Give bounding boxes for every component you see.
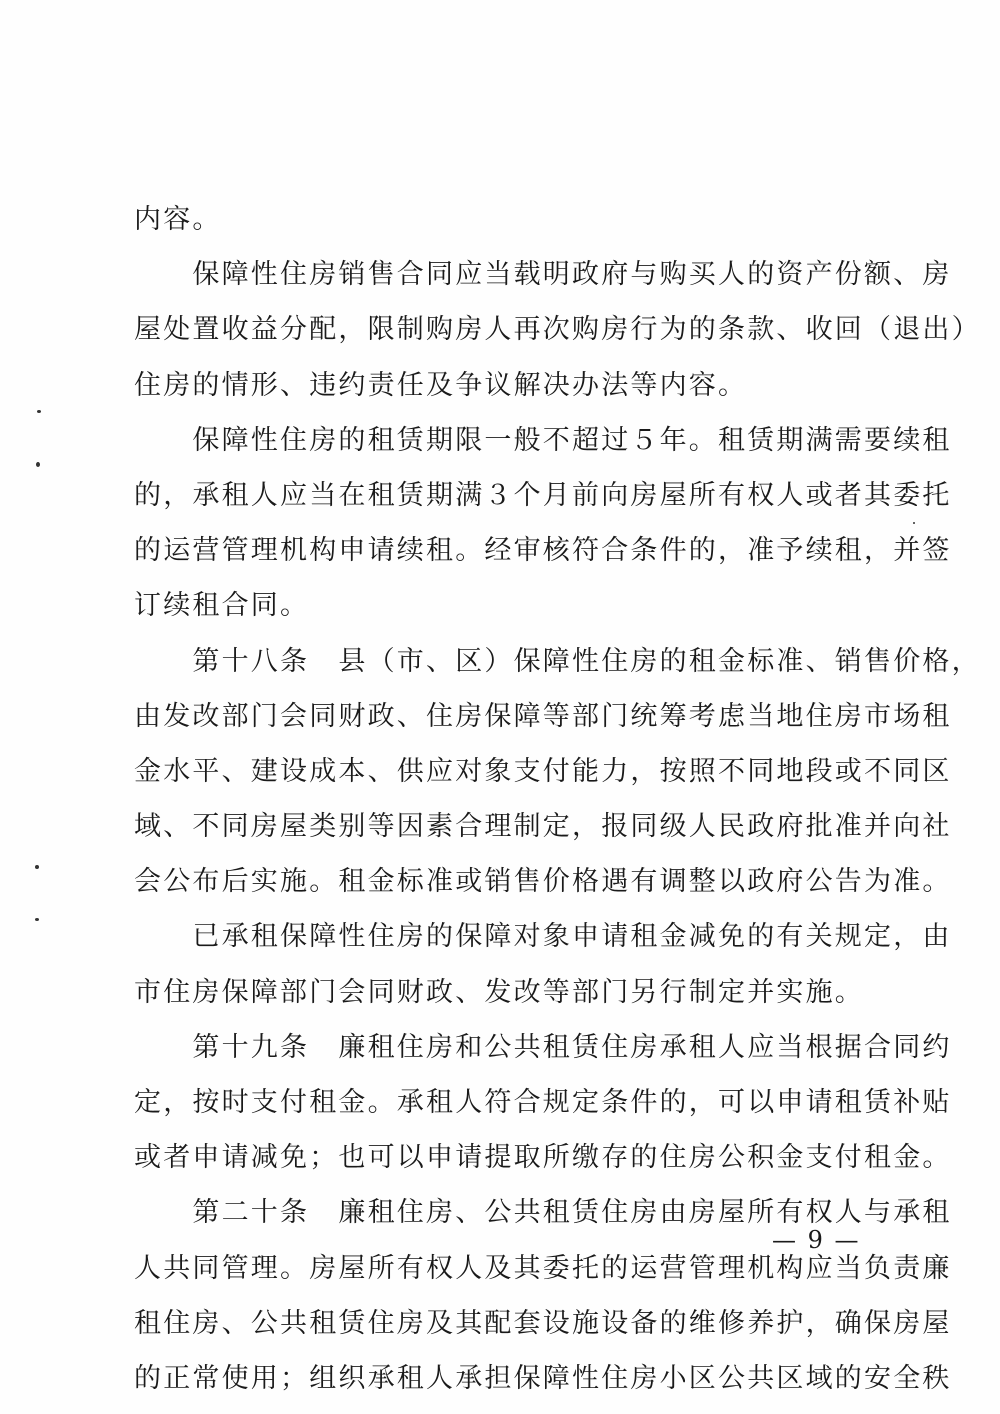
text-line: 订续租合同。 bbox=[134, 590, 310, 622]
scan-speck bbox=[35, 918, 39, 921]
text-line: 人共同管理。房屋所有权人及其委托的运营管理机构应当负责廉 bbox=[134, 1252, 952, 1284]
page-number: — 9 — bbox=[772, 1226, 861, 1254]
body-text bbox=[134, 192, 981, 1406]
scan-speck bbox=[36, 462, 40, 467]
text-line: 的运营管理机构申请续租。经审核符合条件的，准予续租，并签 bbox=[134, 535, 952, 567]
text-line: 内容。 bbox=[134, 204, 222, 235]
text-line: 住房的情形、违约责任及争议解决办法等内容。 bbox=[134, 369, 748, 401]
text-line: 会公布后实施。租金标准或销售价格遇有调整以政府公告为准。 bbox=[134, 866, 952, 898]
text-line: 的，承租人应当在租赁期满３个月前向房屋所有权人或者其委托 bbox=[134, 479, 952, 511]
text-line: 由发改部门会同财政、住房保障等部门统筹考虑当地住房市场租 bbox=[134, 700, 952, 732]
scan-speck bbox=[37, 410, 41, 413]
text-line: 或者申请减免；也可以申请提取所缴存的住房公积金支付租金。 bbox=[134, 1142, 952, 1174]
text-line: 租住房、公共租赁住房及其配套设施设备的维修养护，确保房屋 bbox=[134, 1307, 952, 1339]
text-line: 市住房保障部门会同财政、发改等部门另行制定并实施。 bbox=[134, 976, 864, 1008]
text-line: 屋处置收益分配，限制购房人再次购房行为的条款、收回（退出） bbox=[134, 314, 981, 346]
text-line: 域、不同房屋类别等因素合理制定，报同级人民政府批准并向社 bbox=[134, 811, 952, 843]
text-line: 的正常使用；组织承租人承担保障性住房小区公共区域的安全秩 bbox=[134, 1362, 952, 1394]
text-line: 第十八条 县（市、区）保障性住房的租金标准、销售价格， bbox=[134, 645, 981, 677]
text-line: 金水平、建设成本、供应对象支付能力，按照不同地段或不同区 bbox=[134, 755, 952, 787]
text-line: 已承租保障性住房的保障对象申请租金减免的有关规定，由 bbox=[134, 921, 952, 953]
text-line: 保障性住房的租赁期限一般不超过５年。租赁期满需要续租 bbox=[134, 424, 952, 456]
text-line: 保障性住房销售合同应当载明政府与购买人的资产份额、房 bbox=[134, 259, 952, 291]
scan-speck bbox=[35, 865, 39, 869]
text-line: 第十九条 廉租住房和公共租赁住房承租人应当根据合同约 bbox=[134, 1031, 952, 1063]
text-line: 第二十条 廉租住房、公共租赁住房由房屋所有权人与承租 bbox=[134, 1197, 952, 1229]
scan-speck bbox=[913, 522, 915, 524]
text-line: 定，按时支付租金。承租人符合规定条件的，可以申请租赁补贴 bbox=[134, 1087, 952, 1118]
